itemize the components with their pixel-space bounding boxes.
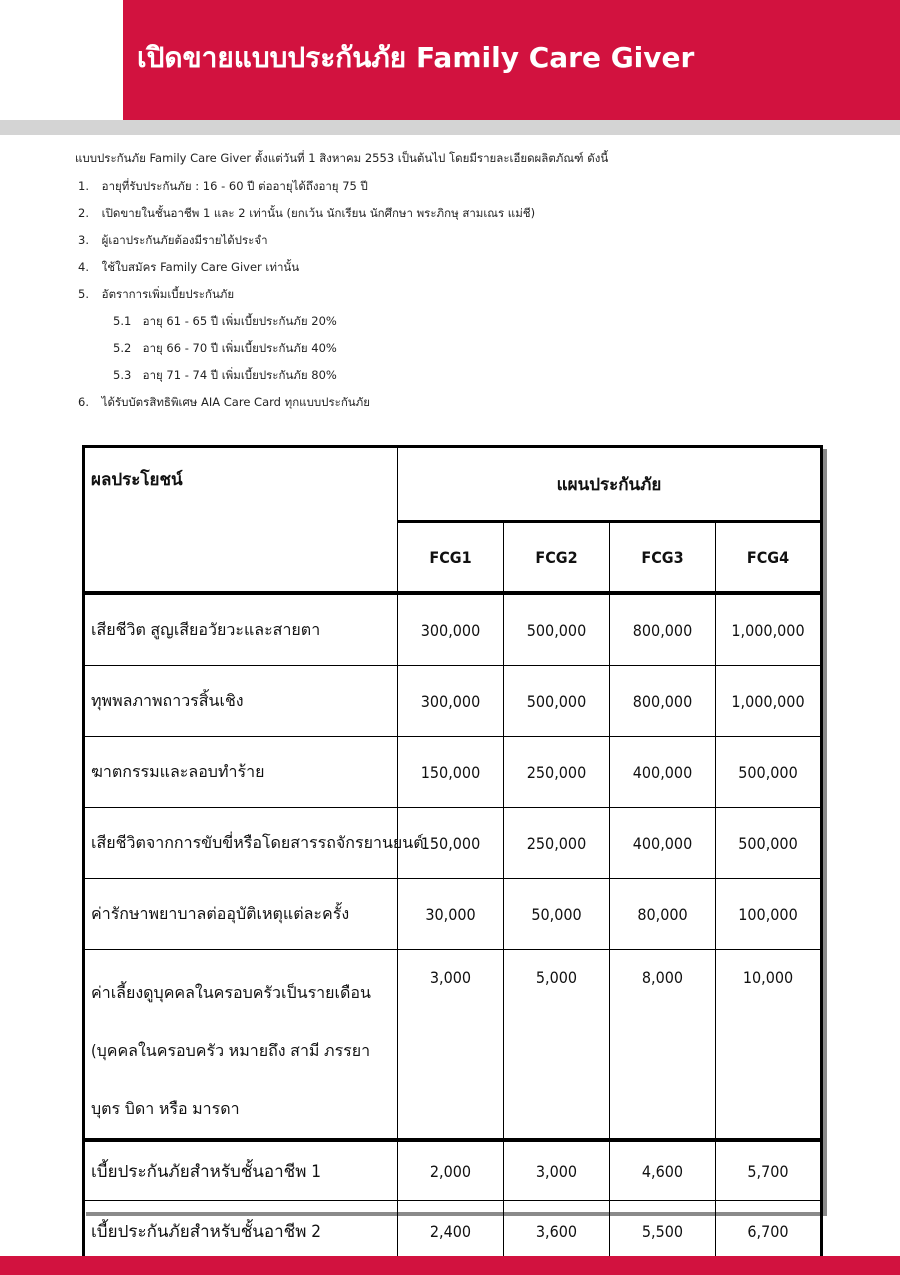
plan-header: FCG3 — [610, 522, 716, 594]
table-cell: 300,000 — [398, 593, 504, 666]
intro-text: แบบประกันภัย Family Care Giver ตั้งแต่วันที่ 1 สิงหาคม 2553 เป็นต้นไป โดยมีรายละเอียดผลิตภัณฑ์ ดังนี้ — [75, 151, 609, 165]
premium-cell: 3,000 — [504, 1140, 610, 1201]
list-item — [78, 258, 535, 285]
benefit-label: ทุพพลภาพถาวรสิ้นเชิง — [84, 666, 398, 737]
list-number: 2. — [78, 206, 89, 220]
table-cell: 400,000 — [610, 808, 716, 879]
table-cell: 1,000,000 — [716, 593, 822, 666]
plans-column-header: แผนประกันภัย — [398, 447, 822, 522]
table-cell: 30,000 — [398, 879, 504, 950]
table-cell: 300,000 — [398, 666, 504, 737]
list-text: อายุ 71 - 74 ปี เพิ่มเบี้ยประกันภัย 80% — [142, 368, 337, 382]
list-text: อายุ 66 - 70 ปี เพิ่มเบี้ยประกันภัย 40% — [142, 341, 337, 355]
list-text: อายุ 61 - 65 ปี เพิ่มเบี้ยประกันภัย 20% — [142, 314, 337, 328]
table-cell: 500,000 — [504, 593, 610, 666]
list-text: เปิดขายในชั้นอาชีพ 1 และ 2 เท่านั้น (ยกเว้น นักเรียน นักศึกษา พระภิกษุ สามเณร แม่ชี) — [101, 206, 536, 220]
table-row — [84, 808, 822, 879]
list-text: ได้รับบัตรสิทธิพิเศษ AIA Care Card ทุกแบบประกันภัย — [101, 395, 370, 409]
benefit-column-header: ผลประโยชน์ — [84, 447, 398, 594]
list-number: 3. — [78, 233, 89, 247]
table-row — [84, 666, 822, 737]
table-cell: 150,000 — [398, 808, 504, 879]
benefit-label: ฆาตกรรมและลอบทำร้าย — [84, 737, 398, 808]
table-cell: 8,000 — [610, 950, 716, 1141]
table-cell: 5,000 — [504, 950, 610, 1141]
plan-header: FCG2 — [504, 522, 610, 594]
premium-cell: 2,000 — [398, 1140, 504, 1201]
premium-cell: 6,700 — [716, 1201, 822, 1263]
list-number: 5. — [78, 287, 89, 301]
table-cell: 800,000 — [610, 593, 716, 666]
premium-label: เบี้ยประกันภัยสำหรับชั้นอาชีพ 1 — [84, 1140, 398, 1201]
premium-row — [84, 1140, 822, 1201]
benefit-label: ค่าเลี้ยงดูบุคคลในครอบครัวเป็นรายเดือน (บุคคลในครอบครัว หมายถึง สามี ภรรยา บุตร บิดา หรือ มารดา — [84, 950, 398, 1141]
list-text: อัตราการเพิ่มเบี้ยประกันภัย — [101, 287, 235, 301]
table-cell: 500,000 — [716, 808, 822, 879]
list-subitem — [78, 366, 535, 393]
benefit-label: ค่ารักษาพยาบาลต่ออุบัติเหตุแต่ละครั้ง — [84, 879, 398, 950]
list-number: 5.3 — [113, 368, 132, 382]
table-cell: 500,000 — [504, 666, 610, 737]
footer-band — [0, 1256, 900, 1275]
plan-header: FCG4 — [716, 522, 822, 594]
table-row — [84, 737, 822, 808]
table-row — [84, 593, 822, 666]
table-cell: 400,000 — [610, 737, 716, 808]
premium-cell: 3,600 — [504, 1201, 610, 1263]
divider-band — [0, 120, 900, 135]
table-row — [84, 950, 822, 1141]
list-item — [78, 177, 535, 204]
list-item — [78, 285, 535, 312]
premium-cell: 2,400 — [398, 1201, 504, 1263]
table-cell: 150,000 — [398, 737, 504, 808]
plan-header: FCG1 — [398, 522, 504, 594]
list-number: 4. — [78, 260, 89, 274]
benefits-table — [82, 445, 823, 1264]
premium-row — [84, 1201, 822, 1263]
premium-cell: 5,500 — [610, 1201, 716, 1263]
premium-label: เบี้ยประกันภัยสำหรับชั้นอาชีพ 2 — [84, 1201, 398, 1263]
list-text: อายุที่รับประกันภัย : 16 - 60 ปี ต่ออายุได้ถึงอายุ 75 ปี — [101, 179, 368, 193]
table-cell: 3,000 — [398, 950, 504, 1141]
list-number: 5.1 — [113, 314, 132, 328]
list-number: 1. — [78, 179, 89, 193]
table-cell: 500,000 — [716, 737, 822, 808]
table-cell: 50,000 — [504, 879, 610, 950]
list-subitem — [78, 312, 535, 339]
table-cell: 800,000 — [610, 666, 716, 737]
list-text: ผู้เอาประกันภัยต้องมีรายได้ประจำ — [101, 233, 268, 247]
premium-cell: 4,600 — [610, 1140, 716, 1201]
table-row — [84, 879, 822, 950]
table-cell: 100,000 — [716, 879, 822, 950]
list-item — [78, 204, 535, 231]
list-item — [78, 231, 535, 258]
list-item — [78, 393, 535, 420]
premium-cell: 5,700 — [716, 1140, 822, 1201]
table-cell: 250,000 — [504, 737, 610, 808]
benefit-label: เสียชีวิตจากการขับขี่หรือโดยสารรถจักรยานยนต์ — [84, 808, 398, 879]
table-cell: 10,000 — [716, 950, 822, 1141]
benefits-table-container — [82, 445, 823, 1242]
list-text: ใช้ใบสมัคร Family Care Giver เท่านั้น — [101, 260, 300, 274]
list-number: 6. — [78, 395, 89, 409]
conditions-list — [78, 177, 535, 420]
table-cell: 1,000,000 — [716, 666, 822, 737]
table-cell: 80,000 — [610, 879, 716, 950]
list-subitem — [78, 339, 535, 366]
benefit-label: เสียชีวิต สูญเสียอวัยวะและสายตา — [84, 593, 398, 666]
page-title: เปิดขายแบบประกันภัย Family Care Giver — [137, 41, 695, 74]
list-number: 5.2 — [113, 341, 132, 355]
table-cell: 250,000 — [504, 808, 610, 879]
